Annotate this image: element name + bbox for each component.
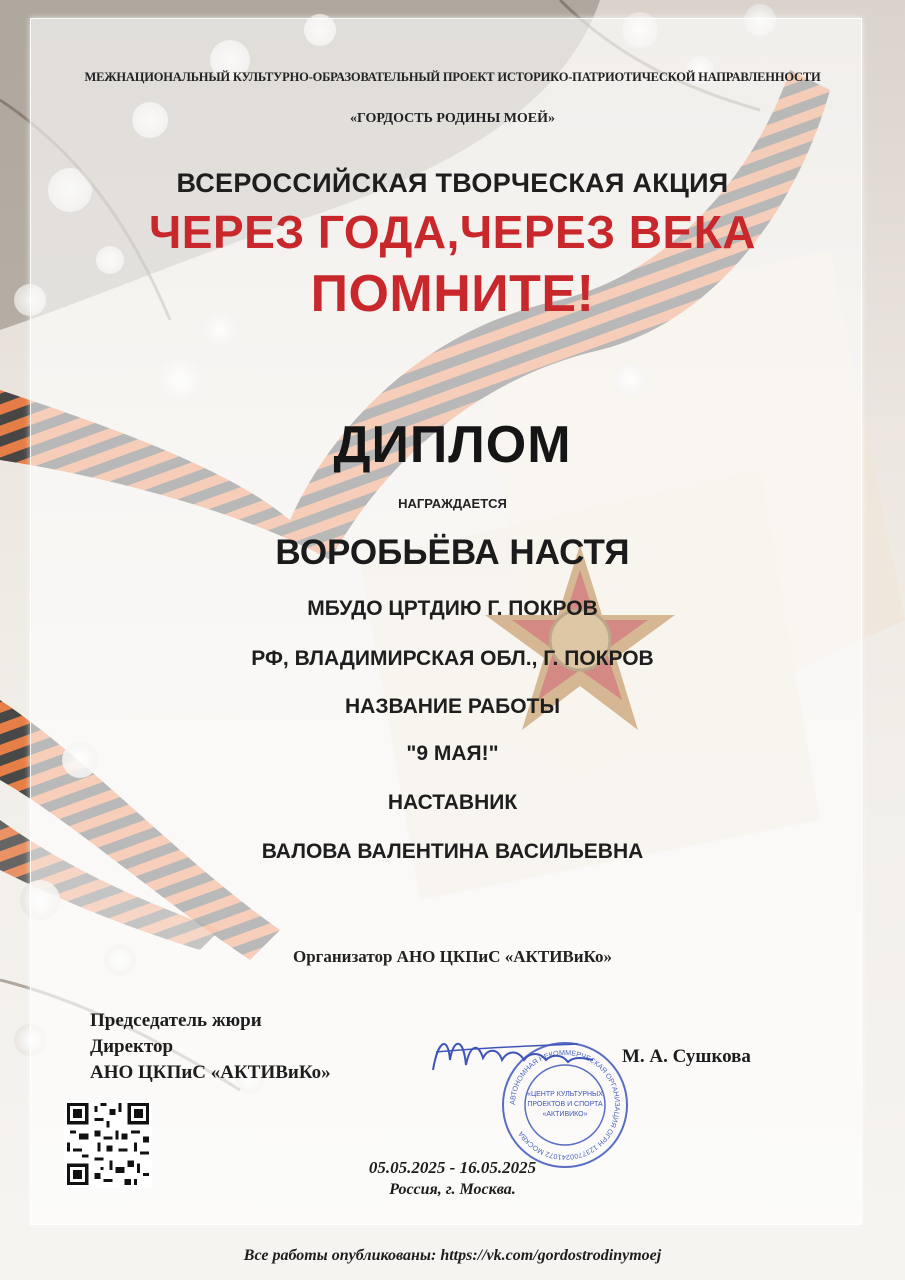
stamp-center-line-2: ПРОЕКТОВ И СПОРТА — [527, 1101, 603, 1108]
event-city: Россия, г. Москва. — [389, 1181, 516, 1198]
work-label: НАЗВАНИЕ РАБОТЫ — [344, 695, 560, 718]
institution: МБУДО ЦРТДИЮ Г. ПОКРОВ — [307, 597, 598, 620]
diploma-title: ДИПЛОМ — [333, 416, 572, 474]
project-line: МЕЖНАЦИОНАЛЬНЫЙ КУЛЬТУРНО-ОБРАЗОВАТЕЛЬНЫЙ ПРОЕКТ ИСТОРИКО-ПАТРИОТИЧЕСКОЙ НАПРАВЛЕННОСТИ — [84, 70, 821, 84]
project-name: «ГОРДОСТЬ РОДИНЫ МОЕЙ» — [349, 111, 556, 126]
awarded-label: НАГРАЖДАЕТСЯ — [398, 496, 507, 511]
organizer: Организатор АНО ЦКПиС «АКТИВиКо» — [292, 947, 613, 966]
stamp-ring-text: АВТОНОМНАЯ НЕКОММЕРЧЕСКАЯ ОРГАНИЗАЦИЯ ОГРН 1237700241072 МОСКВА — [507, 1047, 623, 1163]
slogan-line-2: ПОМНИТЕ! — [310, 265, 595, 323]
jury-line-3: АНО ЦКПиС «АКТИВиКо» — [90, 1062, 331, 1083]
qr-code-icon[interactable] — [64, 1100, 152, 1188]
publication-link[interactable]: Все работы опубликованы: https://vk.com/gordostrodinymoej — [243, 1247, 662, 1264]
jury-line-2: Директор — [90, 1036, 174, 1057]
jury-line-1: Председатель жюри — [90, 1010, 262, 1031]
stamp-center-line-3: «АКТИВИКО» — [542, 1111, 588, 1118]
work-title: "9 МАЯ!" — [406, 742, 499, 765]
recipient-name: ВОРОБЬЁВА НАСТЯ — [275, 533, 630, 572]
signature — [428, 1030, 598, 1080]
event-dates: 05.05.2025 - 16.05.2025 — [368, 1158, 537, 1177]
signer-name: М. А. Сушкова — [622, 1046, 751, 1067]
mentor-label: НАСТАВНИК — [387, 791, 518, 814]
mentor-name: ВАЛОВА ВАЛЕНТИНА ВАСИЛЬЕВНА — [261, 840, 644, 863]
slogan-line-1: ЧЕРЕЗ ГОДА,ЧЕРЕЗ ВЕКА — [148, 206, 757, 258]
location: РФ, ВЛАДИМИРСКАЯ ОБЛ., Г. ПОКРОВ — [251, 647, 654, 670]
stamp-center-line-1: «ЦЕНТР КУЛЬТУРНЫХ — [527, 1091, 603, 1098]
action-title: ВСЕРОССИЙСКАЯ ТВОРЧЕСКАЯ АКЦИЯ — [176, 168, 729, 198]
jury-block — [90, 1008, 331, 1086]
